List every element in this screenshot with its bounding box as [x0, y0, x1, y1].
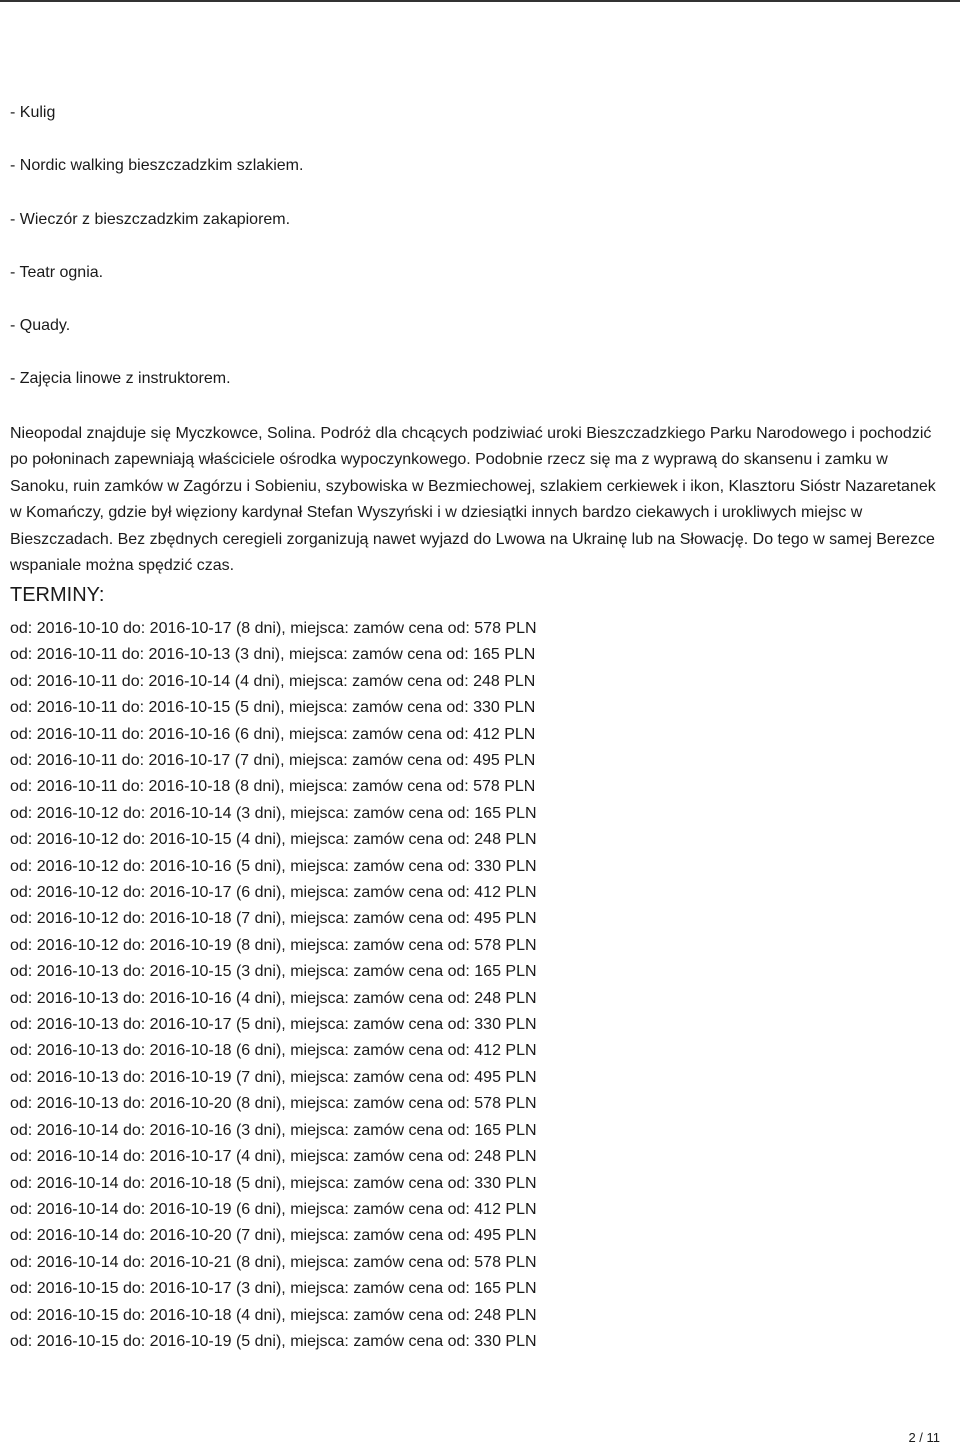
term-row: od: 2016-10-12 do: 2016-10-14 (3 dni), miejsca: zamów cena od: 165 PLN — [10, 804, 537, 822]
terms-list — [10, 616, 950, 1355]
description-paragraph: Nieopodal znajduje się Myczkowce, Solina. Podróż dla chcących podziwiać uroki Bieszczadzkiego Parku Narodowego i pochodzić po połoninach zapewniają właściciele ośrodka wypoczynkowego. Podobnie rzecz się ma z wyprawą do skansenu i zamku w Sanoku, ruin zamków w Zagórzu i Sobieniu, szybowiska w Bezmiechowej, szlakiem cerkiewek i ikon, Klasztoru Sióstr Nazaretanek w Komańczy, gdzie był więziony kardynał Stefan Wyszyński i w dziesiątki innych bardzo ciekawych i urokliwych miejsc w Bieszczadach. Bez zbędnych ceregieli zorganizują nawet wyjazd do Lwowa na Ukrainę lub na Słowację. Do tego w samej Berezce wspaniale można spędzić czas. — [10, 424, 936, 575]
term-row: od: 2016-10-13 do: 2016-10-15 (3 dni), miejsca: zamów cena od: 165 PLN — [10, 963, 537, 981]
term-row: od: 2016-10-11 do: 2016-10-14 (4 dni), miejsca: zamów cena od: 248 PLN — [10, 672, 536, 690]
activities-list — [10, 100, 950, 393]
term-row: od: 2016-10-14 do: 2016-10-16 (3 dni), miejsca: zamów cena od: 165 PLN — [10, 1121, 537, 1139]
term-row: od: 2016-10-14 do: 2016-10-17 (4 dni), miejsca: zamów cena od: 248 PLN — [10, 1148, 537, 1166]
activity-item: - Kulig — [10, 104, 56, 121]
activity-item: - Quady. — [10, 317, 71, 335]
term-row: od: 2016-10-11 do: 2016-10-18 (8 dni), miejsca: zamów cena od: 578 PLN — [10, 778, 536, 796]
term-row: od: 2016-10-14 do: 2016-10-19 (6 dni), miejsca: zamów cena od: 412 PLN — [10, 1200, 537, 1218]
term-row: od: 2016-10-15 do: 2016-10-17 (3 dni), miejsca: zamów cena od: 165 PLN — [10, 1280, 537, 1298]
activity-item: - Teatr ognia. — [10, 263, 104, 281]
term-row: od: 2016-10-14 do: 2016-10-21 (8 dni), miejsca: zamów cena od: 578 PLN — [10, 1253, 537, 1271]
term-row: od: 2016-10-11 do: 2016-10-16 (6 dni), miejsca: zamów cena od: 412 PLN — [10, 725, 536, 743]
term-row: od: 2016-10-13 do: 2016-10-19 (7 dni), miejsca: zamów cena od: 495 PLN — [10, 1068, 537, 1086]
activity-item: - Zajęcia linowe z instruktorem. — [10, 370, 231, 388]
activity-item: - Nordic walking bieszczadzkim szlakiem. — [10, 157, 304, 175]
term-row: od: 2016-10-11 do: 2016-10-17 (7 dni), miejsca: zamów cena od: 495 PLN — [10, 752, 536, 770]
term-row: od: 2016-10-12 do: 2016-10-15 (4 dni), miejsca: zamów cena od: 248 PLN — [10, 831, 537, 849]
document-body — [10, 100, 950, 1355]
term-row: od: 2016-10-14 do: 2016-10-20 (7 dni), miejsca: zamów cena od: 495 PLN — [10, 1227, 537, 1245]
activity-item: - Wieczór z bieszczadzkim zakapiorem. — [10, 210, 291, 228]
term-row: od: 2016-10-10 do: 2016-10-17 (8 dni), miejsca: zamów cena od: 578 PLN — [10, 619, 537, 637]
term-row: od: 2016-10-11 do: 2016-10-15 (5 dni), miejsca: zamów cena od: 330 PLN — [10, 699, 536, 717]
page-number: 2 / 11 — [908, 1430, 940, 1445]
term-row: od: 2016-10-13 do: 2016-10-17 (5 dni), miejsca: zamów cena od: 330 PLN — [10, 1016, 537, 1034]
terms-heading: TERMINY: — [10, 583, 105, 606]
term-row: od: 2016-10-15 do: 2016-10-18 (4 dni), miejsca: zamów cena od: 248 PLN — [10, 1306, 537, 1324]
top-border-rule — [0, 0, 960, 2]
term-row: od: 2016-10-11 do: 2016-10-13 (3 dni), miejsca: zamów cena od: 165 PLN — [10, 646, 536, 664]
term-row: od: 2016-10-12 do: 2016-10-17 (6 dni), miejsca: zamów cena od: 412 PLN — [10, 884, 537, 902]
term-row: od: 2016-10-13 do: 2016-10-16 (4 dni), miejsca: zamów cena od: 248 PLN — [10, 989, 537, 1007]
term-row: od: 2016-10-12 do: 2016-10-18 (7 dni), miejsca: zamów cena od: 495 PLN — [10, 910, 537, 928]
term-row: od: 2016-10-12 do: 2016-10-19 (8 dni), miejsca: zamów cena od: 578 PLN — [10, 936, 537, 954]
term-row: od: 2016-10-13 do: 2016-10-20 (8 dni), miejsca: zamów cena od: 578 PLN — [10, 1095, 537, 1113]
term-row: od: 2016-10-15 do: 2016-10-19 (5 dni), miejsca: zamów cena od: 330 PLN — [10, 1332, 537, 1350]
term-row: od: 2016-10-14 do: 2016-10-18 (5 dni), miejsca: zamów cena od: 330 PLN — [10, 1174, 537, 1192]
term-row: od: 2016-10-13 do: 2016-10-18 (6 dni), miejsca: zamów cena od: 412 PLN — [10, 1042, 537, 1060]
term-row: od: 2016-10-12 do: 2016-10-16 (5 dni), miejsca: zamów cena od: 330 PLN — [10, 857, 537, 875]
